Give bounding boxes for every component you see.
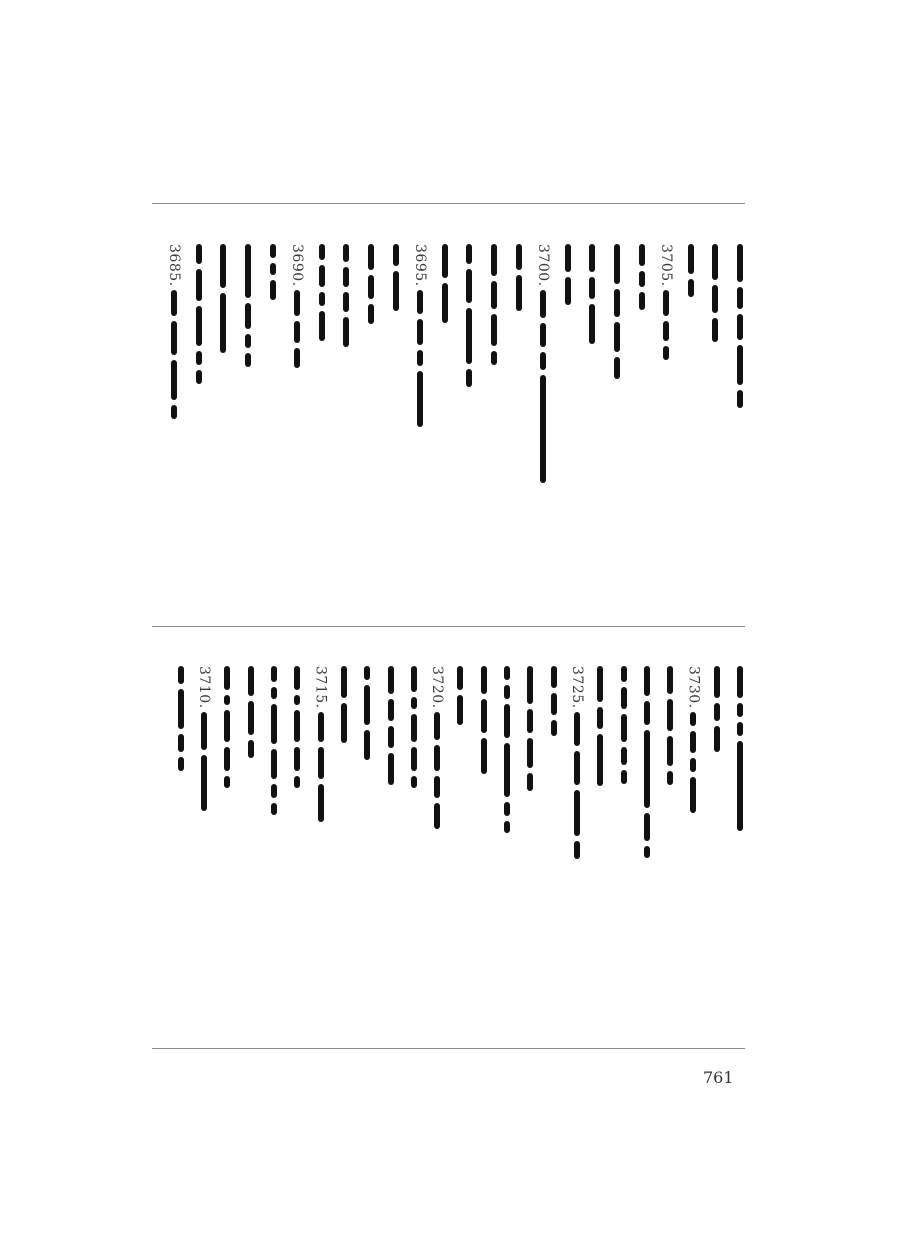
script-word bbox=[714, 666, 720, 698]
script-word bbox=[343, 317, 349, 347]
script-word bbox=[341, 703, 347, 743]
script-word bbox=[388, 699, 394, 721]
mongolian-script-words bbox=[271, 666, 277, 820]
script-word bbox=[663, 321, 669, 341]
script-word bbox=[614, 322, 620, 352]
text-line bbox=[679, 244, 703, 302]
script-word bbox=[442, 283, 448, 323]
text-line bbox=[654, 244, 678, 365]
script-word bbox=[368, 304, 374, 324]
script-word bbox=[171, 360, 177, 400]
mongolian-script-words bbox=[220, 244, 226, 358]
script-word bbox=[597, 707, 603, 729]
text-line bbox=[384, 244, 408, 316]
script-word bbox=[368, 275, 374, 299]
script-word bbox=[178, 734, 184, 752]
script-word bbox=[551, 666, 557, 688]
top-rule bbox=[152, 203, 745, 204]
text-line bbox=[531, 244, 555, 488]
script-word bbox=[318, 784, 324, 822]
script-word bbox=[527, 666, 533, 704]
mongolian-script-words bbox=[393, 244, 399, 316]
text-line bbox=[236, 244, 260, 372]
mongolian-script-words bbox=[667, 666, 673, 790]
script-word bbox=[245, 334, 251, 348]
script-word bbox=[614, 357, 620, 379]
script-word bbox=[737, 244, 743, 282]
script-word bbox=[245, 244, 251, 298]
script-word bbox=[491, 281, 497, 309]
text-line bbox=[635, 666, 659, 863]
mongolian-script-words bbox=[589, 244, 595, 349]
script-word bbox=[196, 306, 202, 346]
text-line bbox=[703, 244, 727, 347]
script-word bbox=[737, 390, 743, 408]
text-line bbox=[359, 244, 383, 329]
mongolian-script-words bbox=[621, 666, 627, 789]
script-word bbox=[466, 269, 472, 303]
script-word bbox=[565, 277, 571, 305]
script-word bbox=[411, 747, 417, 771]
mongolian-script-words bbox=[248, 666, 254, 763]
script-word bbox=[271, 704, 277, 744]
text-line bbox=[518, 666, 542, 796]
script-word bbox=[196, 370, 202, 384]
mongolian-script-words bbox=[224, 666, 230, 793]
script-word bbox=[457, 695, 463, 725]
script-word bbox=[639, 244, 645, 266]
script-word bbox=[540, 290, 546, 318]
script-word bbox=[712, 285, 718, 313]
script-word bbox=[457, 666, 463, 690]
text-line bbox=[457, 244, 481, 392]
mongolian-script-words bbox=[597, 666, 603, 791]
script-word bbox=[690, 712, 696, 726]
mongolian-script-words bbox=[663, 290, 669, 365]
text-line bbox=[309, 666, 333, 827]
script-word bbox=[621, 714, 627, 742]
script-word bbox=[196, 244, 202, 264]
script-word bbox=[341, 666, 347, 698]
script-word bbox=[417, 290, 423, 314]
script-word bbox=[714, 726, 720, 752]
script-word bbox=[245, 303, 251, 329]
script-word bbox=[178, 757, 184, 771]
line-number: 3700. bbox=[535, 244, 552, 287]
script-word bbox=[245, 353, 251, 367]
mongolian-script-words bbox=[540, 290, 546, 488]
mongolian-script-words bbox=[341, 666, 347, 748]
script-word bbox=[690, 731, 696, 753]
script-word bbox=[220, 244, 226, 288]
text-line bbox=[658, 666, 682, 790]
line-number: 3705. bbox=[658, 244, 675, 287]
script-word bbox=[466, 308, 472, 364]
script-word bbox=[504, 821, 510, 833]
mongolian-script-words bbox=[411, 666, 417, 793]
script-word bbox=[171, 290, 177, 316]
script-word bbox=[527, 773, 533, 791]
mongolian-script-words bbox=[245, 244, 251, 372]
text-line bbox=[379, 666, 403, 790]
script-word bbox=[481, 666, 487, 694]
script-word bbox=[318, 747, 324, 779]
mongolian-script-words bbox=[714, 666, 720, 757]
script-word bbox=[712, 244, 718, 280]
script-word bbox=[434, 745, 440, 771]
script-word bbox=[527, 738, 533, 768]
script-word bbox=[540, 375, 546, 483]
script-word bbox=[364, 685, 370, 725]
text-line bbox=[556, 244, 580, 310]
script-word bbox=[644, 846, 650, 858]
script-word bbox=[644, 730, 650, 808]
script-word bbox=[667, 736, 673, 766]
line-number: 3695. bbox=[412, 244, 429, 287]
script-word bbox=[614, 244, 620, 284]
script-word bbox=[294, 695, 300, 705]
script-word bbox=[491, 314, 497, 346]
text-line bbox=[162, 244, 186, 424]
script-word bbox=[393, 244, 399, 266]
text-line bbox=[728, 244, 752, 413]
line-number: 3720. bbox=[429, 666, 446, 709]
line-number: 3715. bbox=[312, 666, 329, 709]
script-word bbox=[565, 244, 571, 272]
script-word bbox=[271, 749, 277, 779]
script-word bbox=[516, 275, 522, 311]
script-word bbox=[343, 244, 349, 262]
text-line bbox=[310, 244, 334, 346]
script-word bbox=[504, 802, 510, 816]
mongolian-script-words bbox=[737, 244, 743, 413]
script-word bbox=[388, 726, 394, 748]
script-word bbox=[574, 790, 580, 836]
mongolian-script-words bbox=[527, 666, 533, 796]
script-word bbox=[417, 371, 423, 427]
script-word bbox=[270, 263, 276, 275]
mongolian-script-words bbox=[171, 290, 177, 424]
script-word bbox=[178, 666, 184, 684]
mongolian-script-words bbox=[712, 244, 718, 347]
script-word bbox=[466, 369, 472, 387]
script-word bbox=[319, 244, 325, 260]
text-line bbox=[402, 666, 426, 793]
script-word bbox=[417, 319, 423, 345]
script-word bbox=[540, 352, 546, 370]
script-word bbox=[434, 803, 440, 829]
script-word bbox=[201, 755, 207, 811]
mongolian-script-words bbox=[551, 666, 557, 741]
script-word bbox=[737, 666, 743, 698]
text-line bbox=[192, 666, 216, 816]
mongolian-script-words bbox=[388, 666, 394, 790]
script-word bbox=[644, 666, 650, 696]
script-word bbox=[343, 267, 349, 287]
script-word bbox=[270, 280, 276, 300]
text-line bbox=[605, 244, 629, 384]
script-word bbox=[224, 695, 230, 705]
script-word bbox=[224, 747, 230, 771]
text-line bbox=[285, 666, 309, 793]
script-word bbox=[688, 279, 694, 297]
mongolian-script-words bbox=[178, 666, 184, 776]
mongolian-script-words bbox=[294, 290, 300, 373]
line-number: 3690. bbox=[289, 244, 306, 287]
script-word bbox=[644, 813, 650, 841]
text-line bbox=[542, 666, 566, 741]
script-word bbox=[663, 290, 669, 316]
mongolian-script-words bbox=[442, 244, 448, 328]
script-word bbox=[271, 666, 277, 682]
mongolian-script-words bbox=[614, 244, 620, 384]
script-word bbox=[481, 738, 487, 774]
mongolian-script-words bbox=[368, 244, 374, 329]
script-word bbox=[574, 712, 580, 746]
script-word bbox=[294, 666, 300, 690]
script-word bbox=[171, 321, 177, 355]
script-word bbox=[224, 710, 230, 742]
script-word bbox=[411, 714, 417, 742]
text-line bbox=[285, 244, 309, 373]
script-word bbox=[540, 323, 546, 347]
script-word bbox=[196, 351, 202, 365]
script-word bbox=[411, 776, 417, 788]
script-word bbox=[737, 703, 743, 717]
script-word bbox=[714, 703, 720, 721]
script-word bbox=[516, 244, 522, 270]
script-word bbox=[712, 318, 718, 342]
script-word bbox=[271, 803, 277, 815]
text-line bbox=[408, 244, 432, 432]
mongolian-script-words bbox=[294, 666, 300, 793]
script-word bbox=[294, 710, 300, 742]
text-line bbox=[355, 666, 379, 765]
text-line bbox=[630, 244, 654, 315]
script-word bbox=[388, 666, 394, 694]
script-word bbox=[504, 685, 510, 699]
text-line bbox=[495, 666, 519, 838]
mongolian-script-words bbox=[504, 666, 510, 838]
script-word bbox=[364, 730, 370, 760]
script-word bbox=[294, 290, 300, 316]
text-line bbox=[334, 244, 358, 352]
script-word bbox=[737, 287, 743, 309]
page-number: 761 bbox=[703, 1068, 734, 1087]
script-word bbox=[737, 722, 743, 736]
line-number: 3685. bbox=[166, 244, 183, 287]
script-word bbox=[481, 699, 487, 733]
script-word bbox=[411, 666, 417, 692]
script-word bbox=[667, 666, 673, 694]
script-word bbox=[220, 293, 226, 353]
middle-rule bbox=[152, 626, 745, 627]
text-line bbox=[705, 666, 729, 757]
script-word bbox=[319, 292, 325, 306]
text-line bbox=[507, 244, 531, 316]
mongolian-script-words bbox=[737, 666, 743, 836]
script-word bbox=[411, 697, 417, 709]
text-line bbox=[482, 244, 506, 370]
script-word bbox=[271, 687, 277, 699]
script-word bbox=[364, 666, 370, 680]
text-line bbox=[169, 666, 193, 776]
text-line bbox=[425, 666, 449, 834]
script-word bbox=[504, 743, 510, 797]
text-line bbox=[215, 666, 239, 793]
script-word bbox=[171, 405, 177, 419]
script-word bbox=[393, 271, 399, 311]
script-word bbox=[294, 747, 300, 771]
script-word bbox=[271, 784, 277, 798]
script-word bbox=[621, 770, 627, 784]
text-line bbox=[187, 244, 211, 389]
mongolian-script-words bbox=[417, 290, 423, 432]
script-word bbox=[574, 751, 580, 785]
script-word bbox=[614, 289, 620, 317]
script-word bbox=[368, 244, 374, 270]
script-word bbox=[224, 666, 230, 690]
script-word bbox=[621, 747, 627, 765]
mongolian-script-words bbox=[318, 712, 324, 827]
text-line bbox=[448, 666, 472, 730]
script-word bbox=[319, 265, 325, 287]
bottom-rule bbox=[152, 1048, 745, 1049]
mongolian-script-words bbox=[466, 244, 472, 392]
script-word bbox=[466, 244, 472, 264]
mongolian-script-words bbox=[319, 244, 325, 346]
script-word bbox=[491, 351, 497, 365]
mongolian-script-words bbox=[639, 244, 645, 315]
mongolian-script-words bbox=[201, 712, 207, 816]
text-line bbox=[565, 666, 589, 864]
mongolian-script-words bbox=[270, 244, 276, 305]
text-line bbox=[433, 244, 457, 328]
script-word bbox=[551, 720, 557, 736]
script-word bbox=[318, 712, 324, 742]
script-word bbox=[527, 709, 533, 733]
script-word bbox=[690, 758, 696, 772]
mongolian-script-words bbox=[196, 244, 202, 389]
script-word bbox=[270, 244, 276, 258]
script-word bbox=[737, 741, 743, 831]
script-word bbox=[294, 321, 300, 343]
script-word bbox=[224, 776, 230, 788]
script-word bbox=[589, 244, 595, 272]
mongolian-script-words bbox=[688, 244, 694, 302]
line-number: 3710. bbox=[196, 666, 213, 709]
script-word bbox=[248, 701, 254, 735]
text-line bbox=[681, 666, 705, 818]
mongolian-script-words bbox=[481, 666, 487, 779]
script-word bbox=[597, 666, 603, 702]
script-word bbox=[690, 777, 696, 813]
script-word bbox=[294, 348, 300, 368]
script-word bbox=[319, 311, 325, 341]
script-word bbox=[737, 314, 743, 340]
script-word bbox=[597, 734, 603, 786]
script-word bbox=[504, 704, 510, 738]
mongolian-script-words bbox=[516, 244, 522, 316]
text-line bbox=[588, 666, 612, 791]
script-word bbox=[667, 771, 673, 785]
text-line bbox=[612, 666, 636, 789]
text-line bbox=[239, 666, 263, 763]
script-word bbox=[178, 689, 184, 729]
script-word bbox=[667, 699, 673, 731]
text-line bbox=[261, 244, 285, 305]
mongolian-script-words bbox=[364, 666, 370, 765]
text-line bbox=[472, 666, 496, 779]
mongolian-script-words bbox=[690, 712, 696, 818]
script-word bbox=[504, 666, 510, 680]
script-word bbox=[589, 304, 595, 344]
script-word bbox=[434, 776, 440, 798]
script-word bbox=[491, 244, 497, 276]
script-word bbox=[442, 244, 448, 278]
text-line bbox=[211, 244, 235, 358]
script-word bbox=[434, 712, 440, 740]
script-word bbox=[294, 776, 300, 788]
script-word bbox=[663, 346, 669, 360]
text-line bbox=[332, 666, 356, 748]
script-word bbox=[644, 701, 650, 725]
mongolian-script-words bbox=[491, 244, 497, 370]
script-word bbox=[201, 712, 207, 750]
script-word bbox=[621, 687, 627, 709]
script-word bbox=[248, 740, 254, 758]
script-word bbox=[196, 269, 202, 301]
mongolian-script-words bbox=[574, 712, 580, 864]
script-word bbox=[248, 666, 254, 696]
mongolian-script-words bbox=[457, 666, 463, 730]
mongolian-script-words bbox=[343, 244, 349, 352]
script-word bbox=[688, 244, 694, 274]
line-number: 3725. bbox=[568, 666, 585, 709]
script-word bbox=[388, 753, 394, 785]
script-word bbox=[589, 277, 595, 299]
text-line bbox=[262, 666, 286, 820]
script-word bbox=[639, 292, 645, 310]
script-word bbox=[737, 345, 743, 385]
line-number: 3730. bbox=[685, 666, 702, 709]
text-line bbox=[580, 244, 604, 349]
script-word bbox=[574, 841, 580, 859]
mongolian-script-words bbox=[434, 712, 440, 834]
script-word bbox=[621, 666, 627, 682]
script-word bbox=[551, 693, 557, 715]
script-word bbox=[343, 292, 349, 312]
script-word bbox=[417, 350, 423, 366]
text-line bbox=[728, 666, 752, 836]
script-word bbox=[639, 271, 645, 287]
mongolian-script-words bbox=[565, 244, 571, 310]
mongolian-script-words bbox=[644, 666, 650, 863]
